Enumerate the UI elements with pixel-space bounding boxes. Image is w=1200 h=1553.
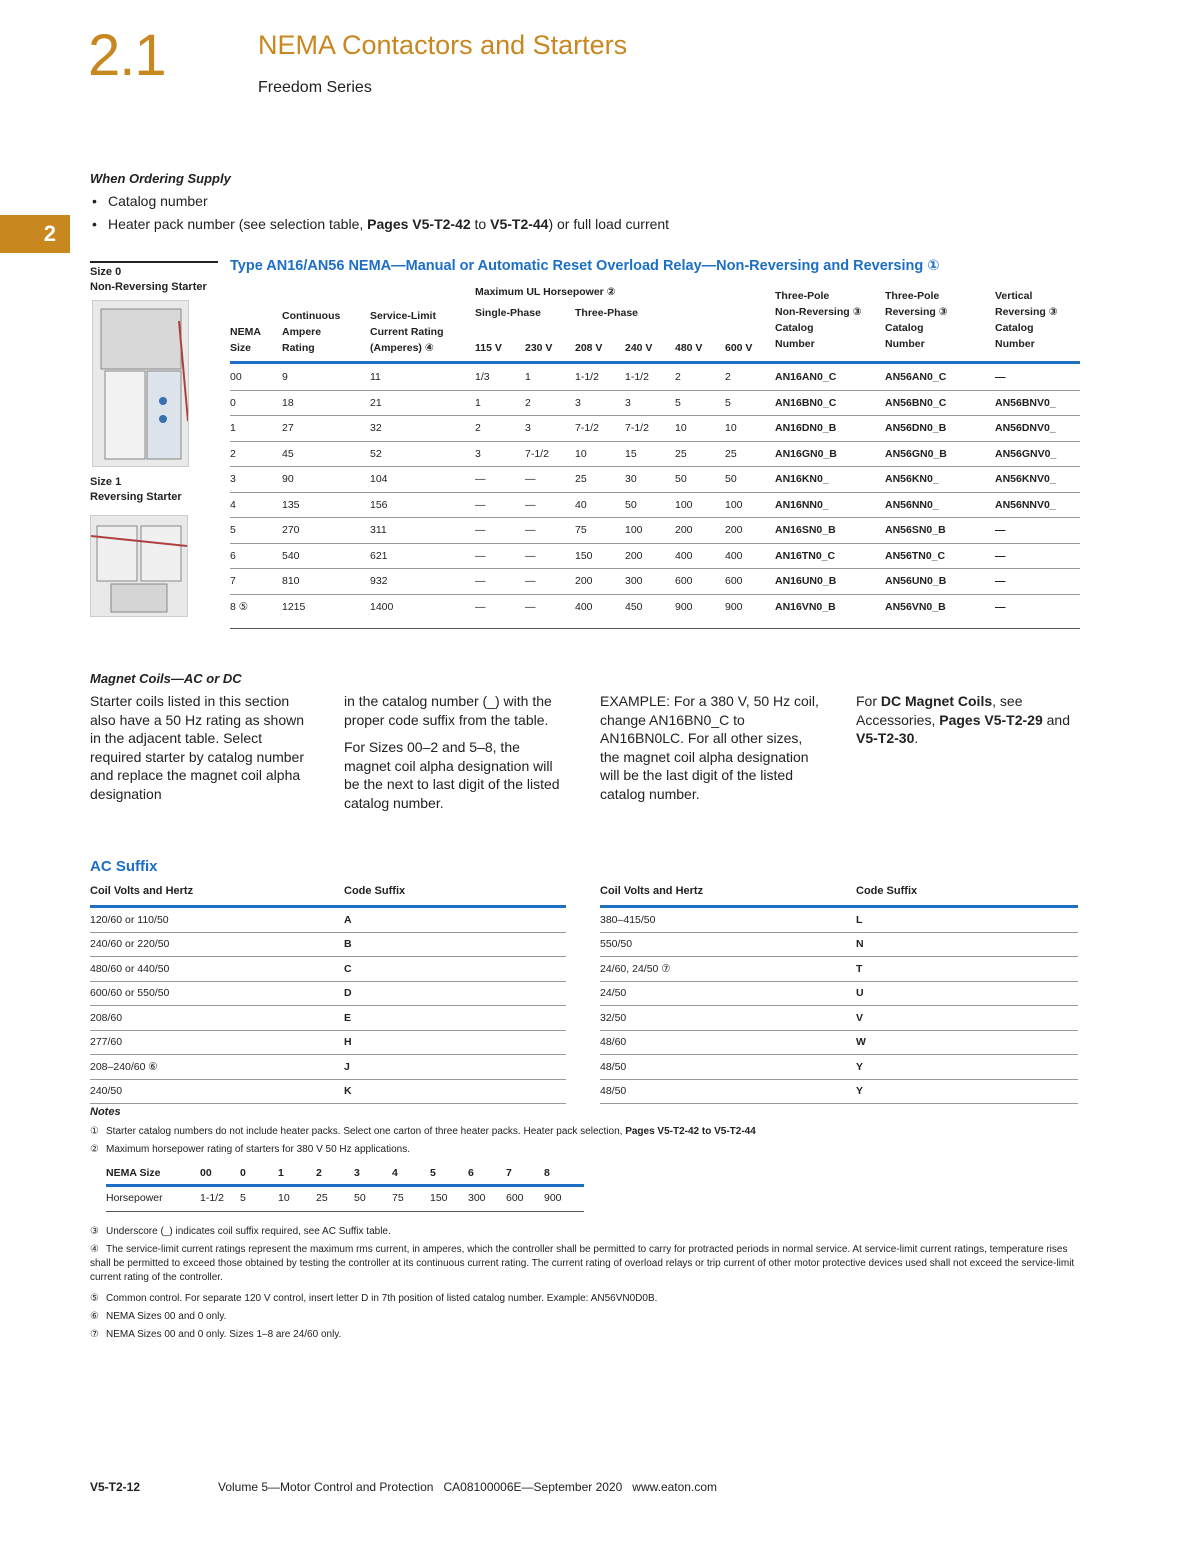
col-header-single-phase: Single-Phase bbox=[475, 307, 541, 319]
footer-url[interactable]: www.eaton.com bbox=[632, 1480, 717, 1494]
table-cell: A bbox=[344, 908, 566, 932]
table-cell: AN16GN0_B bbox=[775, 441, 885, 467]
table-cell: 45 bbox=[282, 441, 370, 467]
table-cell: L bbox=[856, 908, 1078, 932]
table-cell: B bbox=[344, 932, 566, 957]
magnet-coils-title: Magnet Coils—AC or DC bbox=[90, 671, 242, 686]
table-row bbox=[230, 492, 1080, 518]
table-cell: 25 bbox=[316, 1192, 328, 1204]
table-cell: AN56TN0_C bbox=[885, 543, 995, 569]
table-cell: K bbox=[344, 1079, 566, 1104]
ac-suffix-left-table bbox=[90, 908, 566, 1104]
table-cell: 1215 bbox=[282, 600, 306, 613]
reversing-starter-image bbox=[91, 516, 187, 616]
table-cell: 240/60 or 220/50 bbox=[90, 932, 344, 957]
table-cell: AN16KN0_ bbox=[775, 467, 885, 493]
table-cell: 380–415/50 bbox=[600, 908, 856, 932]
page-subtitle: Freedom Series bbox=[258, 79, 372, 96]
table-cell: 100 bbox=[675, 492, 725, 518]
table-cell: 32 bbox=[370, 416, 475, 442]
table-cell: 25 bbox=[675, 441, 725, 467]
table-cell: E bbox=[344, 1006, 566, 1031]
table-cell: 10 bbox=[675, 416, 725, 442]
table-cell: 5 bbox=[430, 1167, 436, 1179]
table-row bbox=[106, 1187, 584, 1209]
table-cell: 300 bbox=[625, 569, 675, 595]
table-cell: 24/50 bbox=[600, 981, 856, 1006]
table-cell: 1 bbox=[525, 365, 575, 390]
magnet-col-4: For DC Magnet Coils, see Accessories, Pages V5-T2-29 and V5-T2-30. bbox=[856, 693, 1070, 746]
table-cell: 311 bbox=[370, 518, 475, 544]
table-cell: 900 bbox=[725, 600, 743, 613]
table-cell: — bbox=[475, 600, 486, 613]
col-header-vertical: Vertical Reversing ③ Catalog Number bbox=[995, 290, 1058, 350]
table-cell: Y bbox=[856, 1079, 1078, 1104]
table-cell: — bbox=[525, 492, 575, 518]
starter-photo-size1 bbox=[90, 515, 188, 617]
table-cell: — bbox=[995, 543, 1080, 569]
col-header-continuous: Continuous Ampere Rating bbox=[282, 310, 341, 354]
table-cell: 7-1/2 bbox=[575, 416, 625, 442]
starter-table-title: Type AN16/AN56 NEMA—Manual or Automatic Reset Overload Relay—Non-Reversing and Reversing ① bbox=[230, 258, 940, 274]
table-cell: 24/60, 24/50 ⑦ bbox=[600, 957, 856, 982]
table-cell: 2 bbox=[675, 365, 725, 390]
table-cell: — bbox=[525, 467, 575, 493]
table-cell: 1-1/2 bbox=[575, 365, 625, 390]
table-cell: 120/60 or 110/50 bbox=[90, 908, 344, 932]
table-cell: AN16BN0_C bbox=[775, 390, 885, 416]
notes-title: Notes bbox=[90, 1106, 121, 1118]
table-row bbox=[600, 1055, 1078, 1080]
col-header-service-limit: Service-Limit Current Rating (Amperes) ④ bbox=[370, 310, 444, 354]
table-cell: 400 bbox=[675, 543, 725, 569]
table-cell: 7-1/2 bbox=[525, 441, 575, 467]
table-cell: 7 bbox=[506, 1167, 512, 1179]
ac-left-header-code: Code Suffix bbox=[344, 885, 406, 897]
note-4: ④ The service-limit current ratings represent the maximum rms current, in amperes, which the controller shall be permitted to carry for protracted periods in normal service. At service-limit current ratings, temperature rises shall be permitted to exceed those obtained by testing the controller at its continuous current rating. The current rating of overload relays or trip current of other motor protective devices used shall not exceed the service-limit current rating of the controller. bbox=[90, 1244, 1075, 1283]
table-cell: — bbox=[525, 518, 575, 544]
hp-380v-table bbox=[106, 1162, 584, 1209]
table-cell: 621 bbox=[370, 543, 475, 569]
col-header-nema: NEMA Size bbox=[230, 326, 261, 354]
table-cell: 00 bbox=[200, 1167, 212, 1179]
table-row bbox=[90, 1030, 566, 1055]
divider bbox=[90, 261, 218, 263]
table-row bbox=[600, 1079, 1078, 1104]
note-1: ① Starter catalog numbers do not include heater packs. Select one carton of three heater packs. Heater pack selection, Pages V5-T2-42 to V5-T2-44 bbox=[90, 1126, 756, 1137]
table-header-rule bbox=[230, 361, 1080, 364]
table-row bbox=[90, 957, 566, 982]
table-cell: AN16SN0_B bbox=[775, 518, 885, 544]
table-cell: 550/50 bbox=[600, 932, 856, 957]
table-cell: 0 bbox=[230, 390, 282, 416]
table-cell: — bbox=[995, 365, 1080, 390]
table-cell: 2 bbox=[725, 365, 775, 390]
table-cell: 5 bbox=[675, 390, 725, 416]
table-cell: AN16DN0_B bbox=[775, 416, 885, 442]
table-cell: 900 bbox=[544, 1192, 562, 1204]
table-cell: AN56BN0_C bbox=[885, 390, 995, 416]
table-cell: 10 bbox=[725, 416, 775, 442]
table-cell: AN56UN0_B bbox=[885, 569, 995, 595]
table-cell: N bbox=[856, 932, 1078, 957]
table-cell: — bbox=[475, 492, 525, 518]
col-header-115v: 115 V bbox=[475, 342, 502, 354]
table-cell: — bbox=[995, 600, 1006, 613]
table-cell: 208/60 bbox=[90, 1006, 344, 1031]
table-cell: 21 bbox=[370, 390, 475, 416]
table-cell: 3 bbox=[625, 390, 675, 416]
table-cell: 15 bbox=[625, 441, 675, 467]
table-cell: 1 bbox=[475, 390, 525, 416]
table-cell: AN16TN0_C bbox=[775, 543, 885, 569]
page-title: NEMA Contactors and Starters bbox=[258, 30, 628, 60]
table-cell: 240/50 bbox=[90, 1079, 344, 1104]
ac-suffix-right-table bbox=[600, 908, 1078, 1104]
note-5: ⑤ Common control. For separate 120 V control, insert letter D in 7th position of listed catalog number. Example: AN56VN0D0B. bbox=[90, 1293, 658, 1304]
table-cell: 25 bbox=[725, 441, 775, 467]
table-cell: Horsepower bbox=[106, 1192, 163, 1204]
table-cell: AN56NNV0_ bbox=[995, 492, 1080, 518]
table-cell: 300 bbox=[468, 1192, 486, 1204]
table-cell: 5 bbox=[725, 390, 775, 416]
table-cell: — bbox=[475, 467, 525, 493]
table-cell: 208–240/60 ⑥ bbox=[90, 1055, 344, 1080]
ac-left-header-volts: Coil Volts and Hertz bbox=[90, 885, 194, 897]
magnet-col-2: in the catalog number (_) with the proper code suffix from the table. For Sizes 00–2 and 5–8, the magnet coil alpha designation will be the next to last digit of the listed catalog number. bbox=[344, 693, 560, 811]
table-cell: 200 bbox=[675, 518, 725, 544]
table-cell: 50 bbox=[354, 1192, 366, 1204]
table-bottom-rule bbox=[230, 628, 1080, 629]
table-cell: 932 bbox=[370, 569, 475, 595]
table-cell: 50 bbox=[675, 467, 725, 493]
table-row bbox=[90, 932, 566, 957]
table-cell: 600 bbox=[675, 569, 725, 595]
table-cell: 30 bbox=[625, 467, 675, 493]
table-cell: 6 bbox=[230, 543, 282, 569]
table-row bbox=[90, 1079, 566, 1104]
table-cell: — bbox=[525, 600, 536, 613]
table-cell: 5 bbox=[230, 518, 282, 544]
starter-photo-size0 bbox=[92, 300, 189, 467]
note-6: ⑥ NEMA Sizes 00 and 0 only. bbox=[90, 1311, 227, 1322]
table-row bbox=[600, 932, 1078, 957]
page-link[interactable]: V5-T2-30 bbox=[856, 730, 915, 746]
table-cell: V bbox=[856, 1006, 1078, 1031]
hp-table-bottom-rule bbox=[106, 1211, 584, 1212]
table-cell: 600/60 or 550/50 bbox=[90, 981, 344, 1006]
table-cell: AN16AN0_C bbox=[775, 365, 885, 390]
table-cell: 2 bbox=[525, 390, 575, 416]
table-cell: 3 bbox=[354, 1167, 360, 1179]
table-cell: 100 bbox=[725, 492, 775, 518]
table-cell: AN56KNV0_ bbox=[995, 467, 1080, 493]
col-header-230v: 230 V bbox=[525, 342, 553, 354]
table-cell: AN56AN0_C bbox=[885, 365, 995, 390]
magnet-col-3: EXAMPLE: For a 380 V, 50 Hz coil, change AN16BN0_C to AN16BN0LC. For all other sizes, the magnet coil alpha designation will be the last digit of the listed catalog number. bbox=[600, 693, 819, 802]
note-2: ② Maximum horsepower rating of starters for 380 V 50 Hz applications. bbox=[90, 1144, 411, 1155]
table-row bbox=[230, 569, 1080, 595]
table-cell: 8 bbox=[544, 1167, 550, 1179]
table-cell: H bbox=[344, 1030, 566, 1055]
contactor-image bbox=[93, 301, 188, 466]
table-cell: AN56GN0_B bbox=[885, 441, 995, 467]
table-row bbox=[230, 416, 1080, 442]
table-cell: AN56BNV0_ bbox=[995, 390, 1080, 416]
table-cell: — bbox=[995, 569, 1080, 595]
table-cell: 25 bbox=[575, 467, 625, 493]
table-row bbox=[90, 908, 566, 932]
table-cell: AN16UN0_B bbox=[775, 569, 885, 595]
table-cell: 7 bbox=[230, 569, 282, 595]
table-row bbox=[230, 441, 1080, 467]
image-caption-2: Size 1 Reversing Starter bbox=[90, 476, 182, 503]
table-cell: AN56GNV0_ bbox=[995, 441, 1080, 467]
table-cell: 50 bbox=[725, 467, 775, 493]
col-header-non-reversing: Three-Pole Non-Reversing ③ Catalog Number bbox=[775, 290, 862, 350]
table-cell: 52 bbox=[370, 441, 475, 467]
table-row bbox=[230, 518, 1080, 544]
table-row bbox=[90, 1055, 566, 1080]
footer-info: Volume 5—Motor Control and Protection CA08100006E—September 2020 www.eaton.com bbox=[218, 1480, 717, 1494]
table-cell: 9 bbox=[282, 365, 370, 390]
table-cell: AN56NN0_ bbox=[885, 492, 995, 518]
table-cell: 150 bbox=[430, 1192, 448, 1204]
table-cell: 1-1/2 bbox=[200, 1192, 224, 1204]
col-header-three-phase: Three-Phase bbox=[575, 307, 639, 319]
table-cell: 75 bbox=[392, 1192, 404, 1204]
table-cell: 1-1/2 bbox=[625, 365, 675, 390]
table-cell: 32/50 bbox=[600, 1006, 856, 1031]
table-cell: 10 bbox=[575, 441, 625, 467]
section-number: 2.1 bbox=[88, 23, 166, 88]
table-cell: 3 bbox=[575, 390, 625, 416]
table-cell: 2 bbox=[475, 416, 525, 442]
note-3: ③ Underscore (_) indicates coil suffix required, see AC Suffix table. bbox=[90, 1226, 391, 1237]
col-header-max-hp: Maximum UL Horsepower ② bbox=[475, 286, 616, 298]
table-cell: — bbox=[525, 543, 575, 569]
table-cell: 200 bbox=[575, 569, 625, 595]
ac-suffix-title: AC Suffix bbox=[90, 858, 158, 875]
table-cell: 200 bbox=[625, 543, 675, 569]
table-cell: U bbox=[856, 981, 1078, 1006]
table-cell: 400 bbox=[575, 600, 593, 613]
table-cell: 600 bbox=[725, 569, 775, 595]
table-cell: 8 ⑤ bbox=[230, 600, 249, 613]
table-cell: 3 bbox=[475, 441, 525, 467]
table-cell: Y bbox=[856, 1055, 1078, 1080]
table-cell: 1 bbox=[278, 1167, 284, 1179]
table-cell: 48/50 bbox=[600, 1079, 856, 1104]
table-row bbox=[600, 957, 1078, 982]
table-cell: 7-1/2 bbox=[625, 416, 675, 442]
table-cell: W bbox=[856, 1030, 1078, 1055]
table-cell: NEMA Size bbox=[106, 1167, 161, 1179]
ordering-bullet-2: • Heater pack number (see selection table, Pages V5-T2-42 to V5-T2-44) or full load current bbox=[92, 216, 670, 232]
starter-table-body bbox=[230, 365, 1080, 619]
table-cell: 48/60 bbox=[600, 1030, 856, 1055]
chapter-tab[interactable]: 2 bbox=[0, 215, 70, 253]
ordering-title: When Ordering Supply bbox=[90, 171, 231, 186]
page-link[interactable]: Pages V5-T2-29 bbox=[939, 711, 1043, 728]
table-cell: 900 bbox=[675, 600, 693, 613]
table-cell: 0 bbox=[240, 1167, 246, 1179]
table-row bbox=[230, 543, 1080, 569]
table-cell: 200 bbox=[725, 518, 775, 544]
col-header-600v: 600 V bbox=[725, 342, 753, 354]
table-cell: 50 bbox=[625, 492, 675, 518]
col-header-480v: 480 V bbox=[675, 342, 703, 354]
table-cell: 1400 bbox=[370, 600, 394, 613]
table-cell: 4 bbox=[230, 492, 282, 518]
table-cell: 540 bbox=[282, 543, 370, 569]
table-cell: 40 bbox=[575, 492, 625, 518]
table-cell: 150 bbox=[575, 543, 625, 569]
footer-page-number: V5-T2-12 bbox=[90, 1480, 141, 1494]
table-row bbox=[90, 981, 566, 1006]
table-cell: 104 bbox=[370, 467, 475, 493]
table-cell: 6 bbox=[468, 1167, 474, 1179]
table-cell: 2 bbox=[316, 1167, 322, 1179]
table-cell: 2 bbox=[230, 441, 282, 467]
image-caption-1: Size 0 Non-Reversing Starter bbox=[90, 266, 207, 293]
table-cell: AN56VN0_B bbox=[885, 600, 946, 613]
table-cell: AN56DNV0_ bbox=[995, 416, 1080, 442]
table-cell: 3 bbox=[230, 467, 282, 493]
table-cell: 1 bbox=[230, 416, 282, 442]
table-cell: AN56KN0_ bbox=[885, 467, 995, 493]
table-row bbox=[600, 908, 1078, 932]
table-cell: 270 bbox=[282, 518, 370, 544]
ac-right-header-code: Code Suffix bbox=[856, 885, 918, 897]
starter-table bbox=[230, 279, 1080, 639]
table-cell: C bbox=[344, 957, 566, 982]
table-cell: 400 bbox=[725, 543, 775, 569]
table-row bbox=[90, 1006, 566, 1031]
ac-right-header-volts: Coil Volts and Hertz bbox=[600, 885, 704, 897]
col-header-reversing: Three-Pole Reversing ③ Catalog Number bbox=[885, 290, 948, 350]
page-link[interactable]: V5-T2-44 bbox=[490, 216, 549, 232]
table-cell: 48/50 bbox=[600, 1055, 856, 1080]
ordering-bullet-1: • Catalog number bbox=[92, 193, 208, 209]
note-7: ⑦ NEMA Sizes 00 and 0 only. Sizes 1–8 are 24/60 only. bbox=[90, 1329, 342, 1340]
table-cell: AN56SN0_B bbox=[885, 518, 995, 544]
magnet-col-1: Starter coils listed in this section also have a 50 Hz rating as shown in the adjacent table. Select required starter by catalog number and replace the magnet coil alpha designation bbox=[90, 693, 305, 802]
table-cell: T bbox=[856, 957, 1078, 982]
table-cell: 18 bbox=[282, 390, 370, 416]
table-row bbox=[230, 594, 1080, 619]
page-link[interactable]: Pages V5-T2-42 bbox=[367, 216, 471, 232]
table-cell: 100 bbox=[625, 518, 675, 544]
table-cell: 156 bbox=[370, 492, 475, 518]
table-cell: 3 bbox=[525, 416, 575, 442]
table-cell: 135 bbox=[282, 492, 370, 518]
table-row bbox=[230, 390, 1080, 416]
table-cell: — bbox=[475, 543, 525, 569]
table-row bbox=[600, 981, 1078, 1006]
table-cell: 75 bbox=[575, 518, 625, 544]
table-cell: — bbox=[525, 569, 575, 595]
table-cell: — bbox=[475, 518, 525, 544]
col-header-240v: 240 V bbox=[625, 342, 653, 354]
table-cell: 600 bbox=[506, 1192, 524, 1204]
table-cell: 4 bbox=[392, 1167, 398, 1179]
table-cell: — bbox=[995, 518, 1080, 544]
table-cell: 277/60 bbox=[90, 1030, 344, 1055]
table-row bbox=[106, 1162, 584, 1184]
table-cell: 5 bbox=[240, 1192, 246, 1204]
table-cell: 480/60 or 440/50 bbox=[90, 957, 344, 982]
table-cell: 27 bbox=[282, 416, 370, 442]
table-cell: — bbox=[475, 569, 525, 595]
table-cell: 810 bbox=[282, 569, 370, 595]
col-header-208v: 208 V bbox=[575, 342, 603, 354]
table-row bbox=[600, 1006, 1078, 1031]
table-cell: 10 bbox=[278, 1192, 290, 1204]
table-cell: D bbox=[344, 981, 566, 1006]
table-cell: 11 bbox=[370, 365, 475, 390]
table-cell: J bbox=[344, 1055, 566, 1080]
table-cell: 00 bbox=[230, 365, 282, 390]
table-cell: AN16VN0_B bbox=[775, 600, 836, 613]
table-row bbox=[600, 1030, 1078, 1055]
table-cell: 1/3 bbox=[475, 365, 525, 390]
page-link[interactable]: Pages V5-T2-42 to V5-T2-44 bbox=[625, 1126, 756, 1137]
table-cell: AN16NN0_ bbox=[775, 492, 885, 518]
table-cell: 90 bbox=[282, 467, 370, 493]
table-row bbox=[230, 467, 1080, 493]
table-row bbox=[230, 365, 1080, 390]
table-cell: AN56DN0_B bbox=[885, 416, 995, 442]
table-cell: 450 bbox=[625, 600, 643, 613]
